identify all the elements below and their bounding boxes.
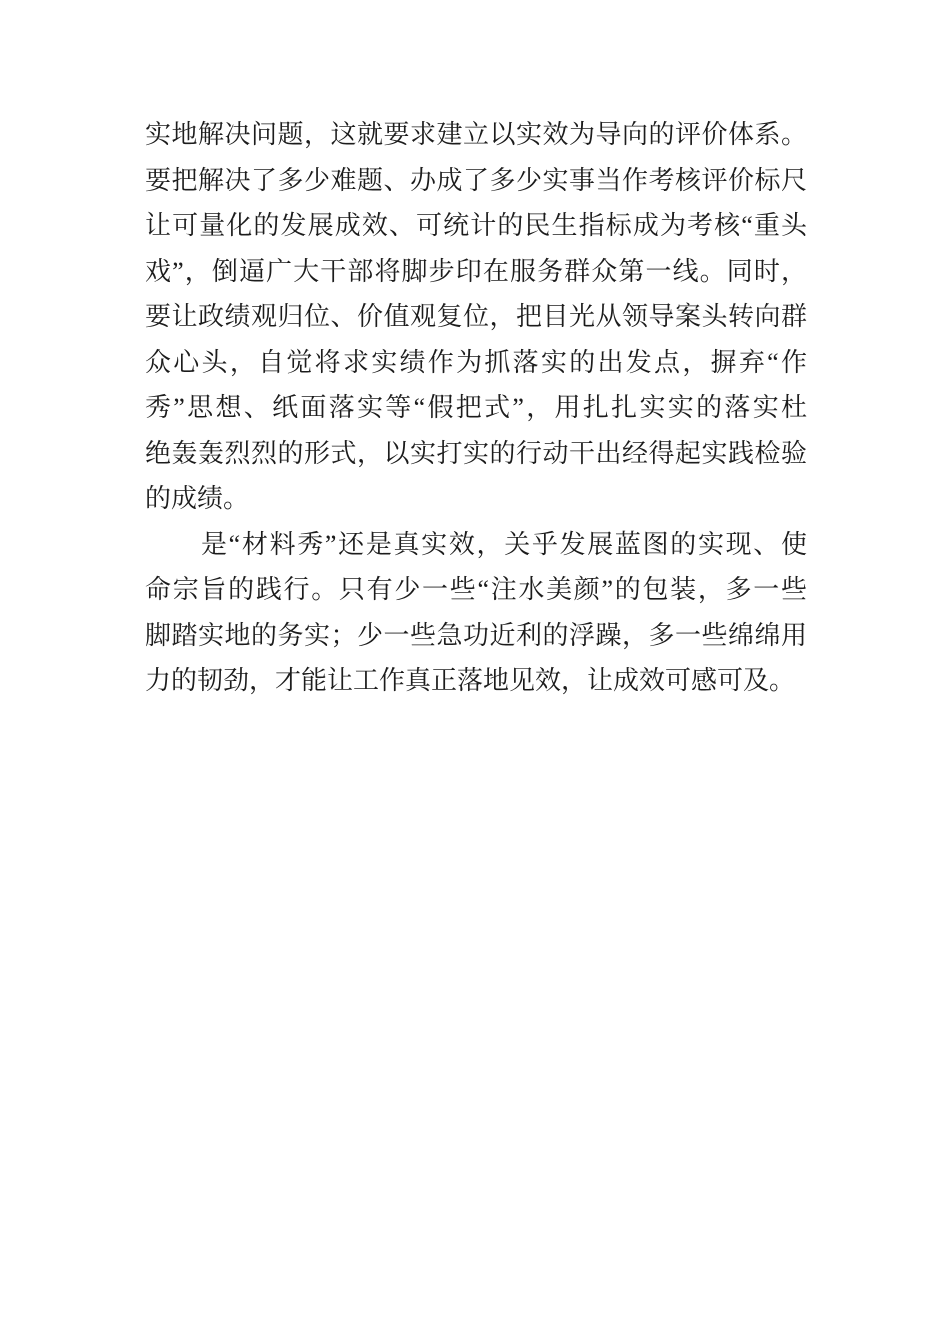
- text-line: 实地解决问题，这就要求建立以实效为导向的评价体系。: [145, 120, 807, 149]
- text-line: 戏”，倒逼广大干部将脚步印在服务群众第一线。同时，: [145, 256, 807, 286]
- text-line: 脚踏实地的务实；少一些急功近利的浮躁，多一些绵绵用: [145, 620, 807, 650]
- text-line: 力的韧劲，才能让工作真正落地见效，让成效可感可及。: [145, 666, 796, 695]
- text-line: 要把解决了多少难题、办成了多少实事当作考核评价标尺: [145, 165, 807, 195]
- text-line: 是“材料秀”还是真实效，关乎发展蓝图的实现、使: [201, 529, 807, 559]
- text-line: 众心头，自觉将求实绩作为抓落实的出发点，摒弃“作: [145, 347, 807, 377]
- text-line: 要让政绩观归位、价值观复位，把目光从领导案头转向群: [145, 302, 807, 331]
- document-text: [145, 112, 807, 704]
- text-line: 让可量化的发展成效、可统计的民生指标成为考核“重头: [145, 211, 807, 240]
- text-line: 的成绩。: [145, 484, 250, 513]
- text-line: 秀”思想、纸面落实等“假把式”，用扎扎实实的落实杜: [145, 393, 807, 422]
- text-line: 绝轰轰烈烈的形式，以实打实的行动干出经得起实践检验: [145, 438, 807, 468]
- text-line: 命宗旨的践行。只有少一些“注水美颜”的包装，多一些: [145, 575, 807, 604]
